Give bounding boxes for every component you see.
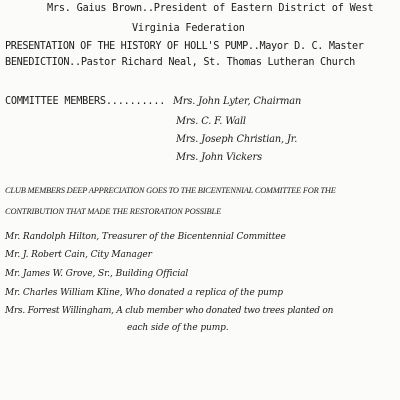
appreciation-line: CONTRIBUTION THAT MADE THE RESTORATION POSSIBLE — [5, 207, 222, 216]
acknowledgement-item: Mr. J. Robert Cain, City Manager — [5, 250, 152, 260]
committee-member: Mrs. Joseph Christian, Jr. — [176, 134, 298, 145]
acknowledgement-item: Mr. Randolph Hilton, Treasurer of the Bicentennial Committee — [5, 232, 286, 242]
committee-member: Mrs. John Vickers — [176, 152, 262, 163]
acknowledgement-item: Mrs. Forrest Willingham, A club member who donated two trees planted on — [5, 306, 334, 316]
acknowledgement-item: Mr. James W. Grove, Sr., Building Official — [5, 269, 189, 279]
committee-label: COMMITTEE MEMBERS.......... — [5, 96, 166, 107]
acknowledgement-item: Mr. Charles William Kline, Who donated a replica of the pump — [5, 288, 283, 298]
program-line-presentation: PRESENTATION OF THE HISTORY OF HOLL'S PUMP..Mayor D. C. Master — [5, 41, 364, 52]
program-line-benediction: BENEDICTION..Pastor Richard Neal, St. Thomas Lutheran Church — [5, 57, 356, 68]
program-line-federation: Virginia Federation — [132, 23, 245, 34]
appreciation-line: CLUB MEMBERS DEEP APPRECIATION GOES TO THE BICENTENNIAL COMMITTEE FOR THE — [5, 186, 336, 195]
committee-member: Mrs. John Lyter, Chairman — [173, 96, 302, 107]
committee-member: Mrs. C. F. Wall — [176, 116, 246, 127]
program-line-president: Mrs. Gaius Brown..President of Eastern District of West — [47, 3, 374, 14]
acknowledgement-continuation: each side of the pump. — [127, 323, 229, 333]
